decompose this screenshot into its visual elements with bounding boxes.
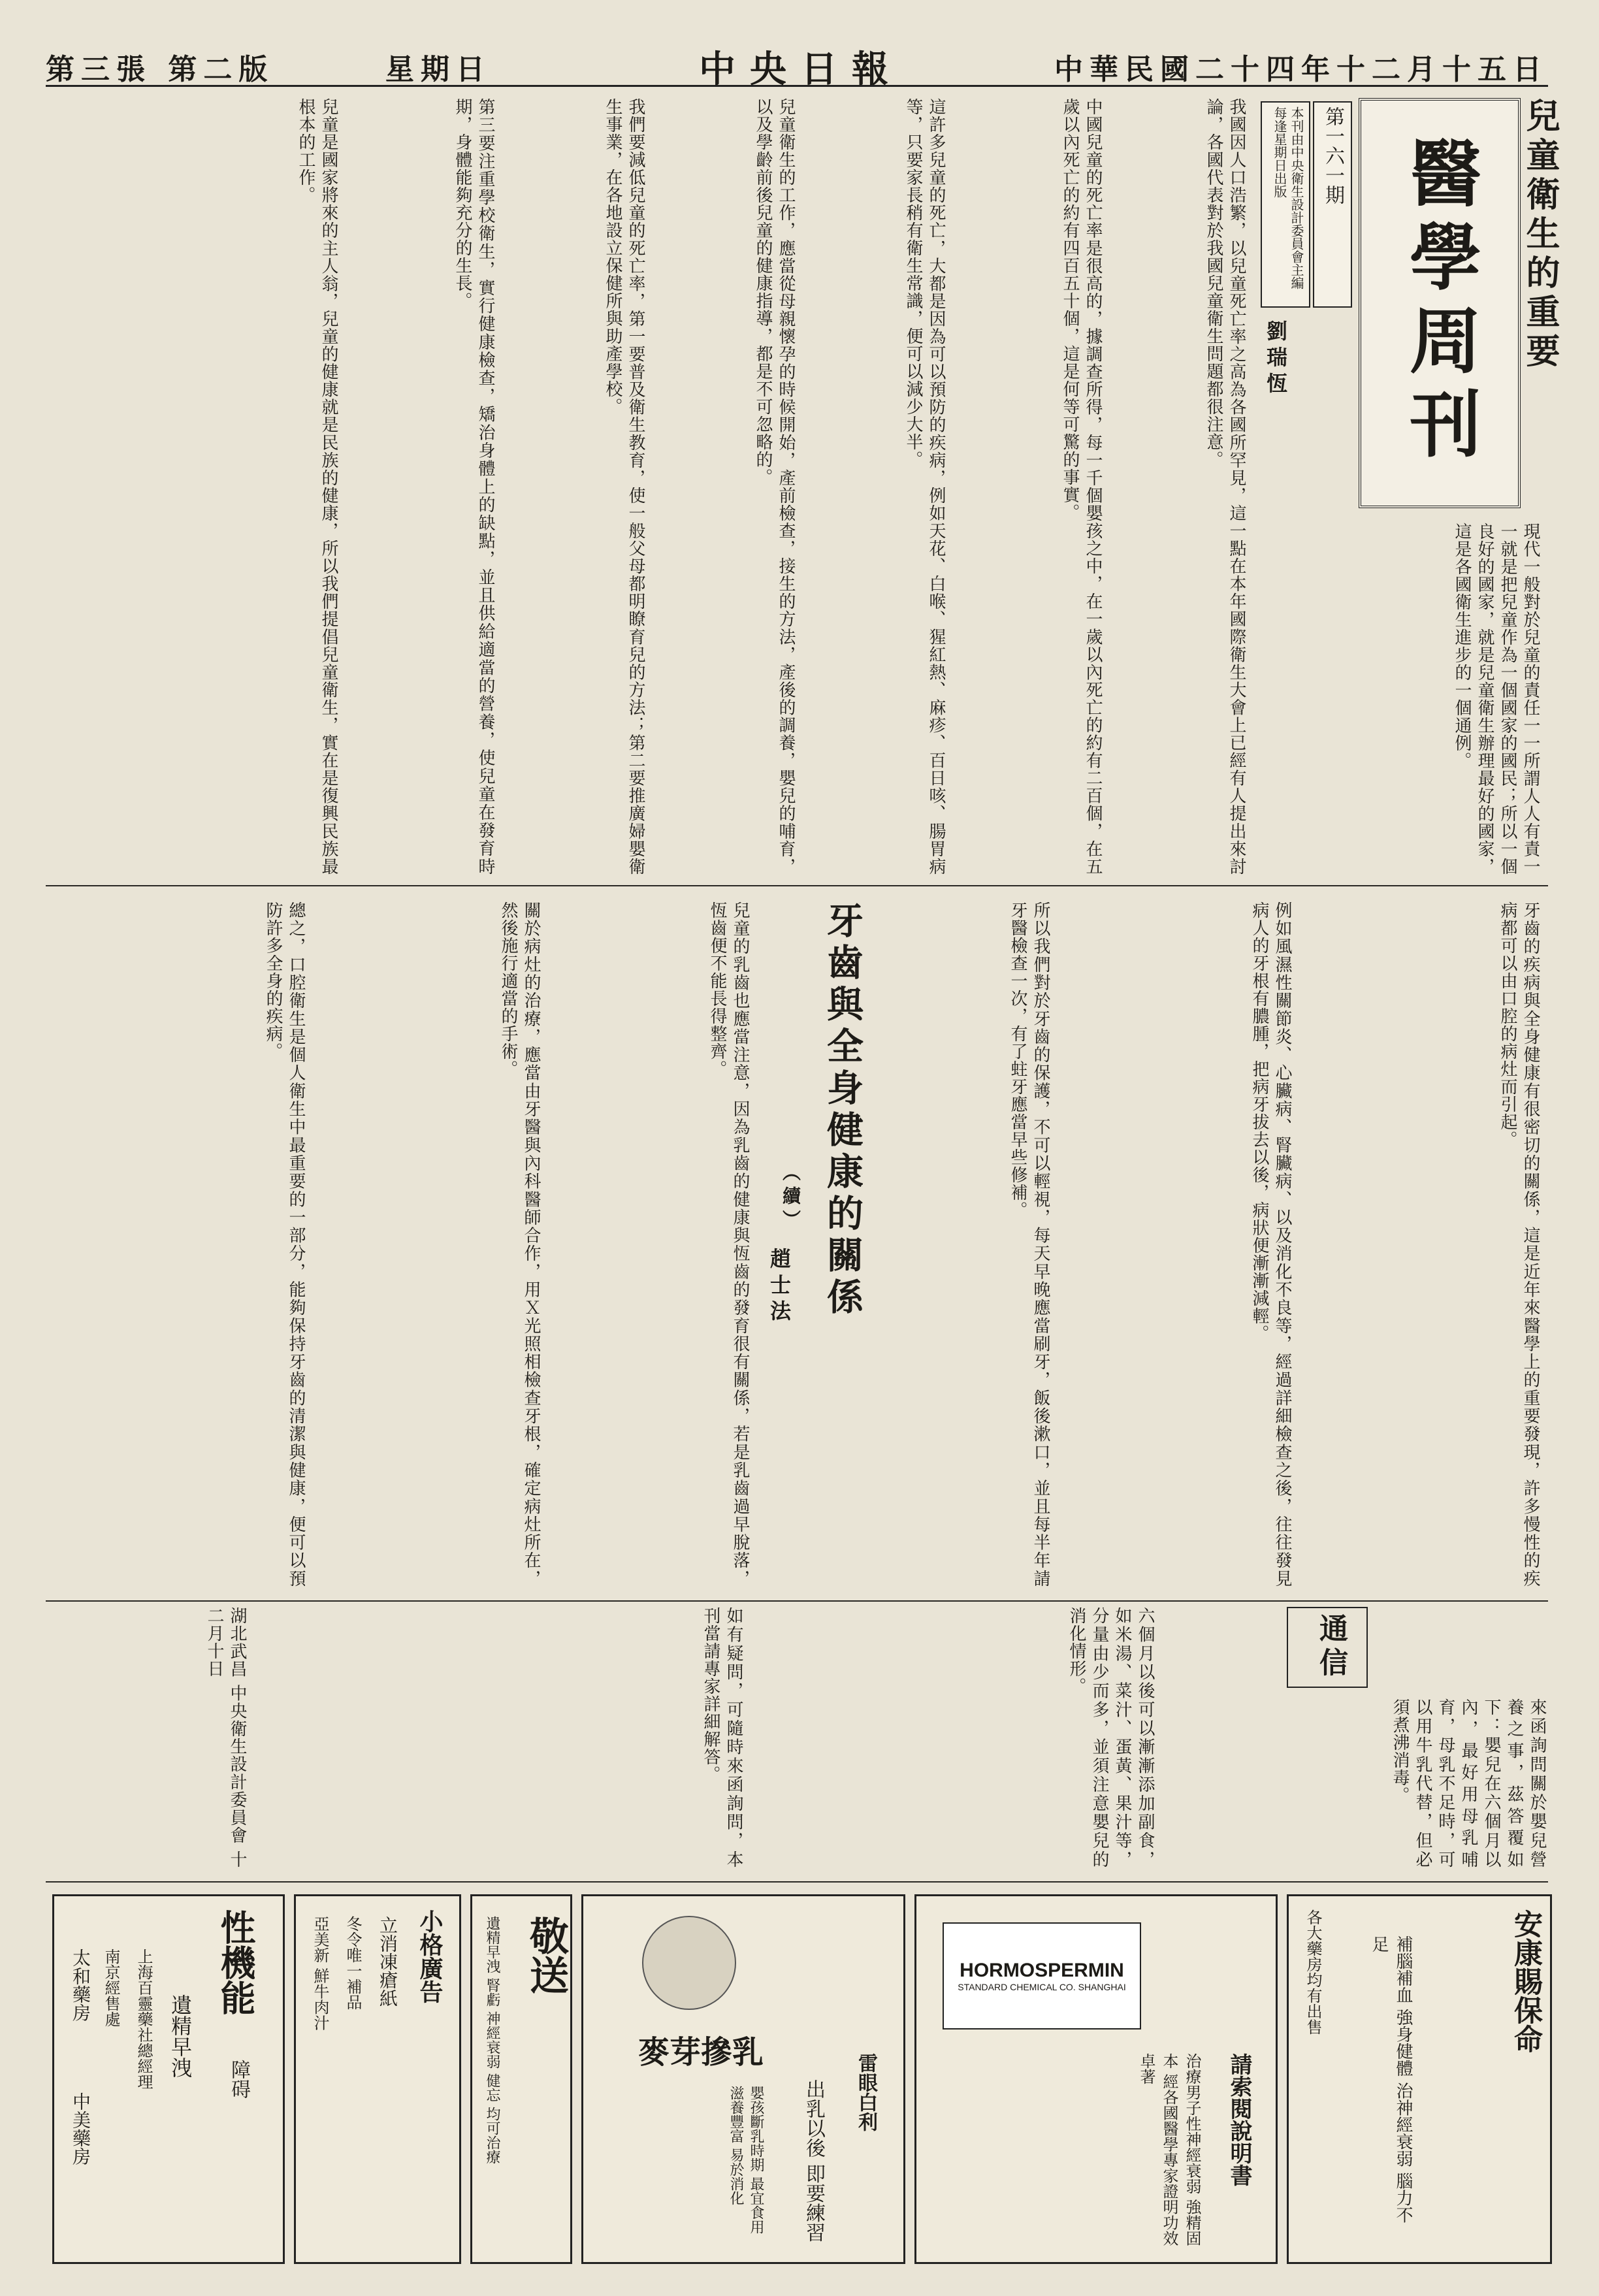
masthead bbox=[46, 39, 1548, 91]
section-title: 醫學周刊 bbox=[1398, 136, 1482, 470]
baby-illustration bbox=[642, 1916, 736, 2010]
correspondence-title: 通信 bbox=[1314, 1613, 1348, 1681]
masthead-date: 中華民國二十四年十二月十五日 bbox=[1054, 53, 1548, 86]
ad-respect-text: 遺精早洩 腎虧 神經衰弱 健忘 均可治療 bbox=[484, 1916, 500, 2164]
ad-milk-brand: 雷眼白利 bbox=[854, 2053, 877, 2131]
ad-sex-title: 性機能 bbox=[215, 1909, 257, 2015]
article1-col: 我國因人口浩繁，以兒童死亡率之高為各國所罕見，這一點在本年國際衛生大會上已經有人提出來討論，各國代表對於我國兒童衛生問題都很注意。 bbox=[1204, 98, 1246, 875]
ad-small-title: 小格廣告 bbox=[416, 1909, 444, 2003]
divider bbox=[46, 1881, 1548, 1883]
divider bbox=[46, 885, 1548, 886]
ad-hormone-label: 請索閱說明書 bbox=[1226, 2053, 1252, 2186]
correspondence-signature: 湖北武昌 中央衛生設計委員會 十二月十日 bbox=[204, 1607, 247, 1868]
ad-milk-slogan: 出乳以後 即要練習 bbox=[802, 2079, 825, 2242]
ad-milk bbox=[581, 1894, 905, 2264]
article2-col: 兒童的乳齒也應當注意，因為乳齒的健康與恆齒的發育很有關係，若是乳齒過早脫落，恆齒便不能長得整齊。 bbox=[707, 901, 750, 1587]
product-box bbox=[943, 1922, 1141, 2029]
ad-medicine-subtitle: 各大藥房均有出售 bbox=[1304, 1909, 1322, 2035]
article2-title: 牙齒與全身健康的關係 bbox=[821, 901, 864, 1319]
newspaper-page bbox=[46, 39, 1560, 2273]
ad-sex-subtitle: 障碍 bbox=[227, 2060, 250, 2099]
article1-col: 現代一般對於兒童的責任一一所謂人人有責一一就是把兒童作為一個國家的國民；所以一個良好的國家，就是兒童衛生辦理最好的國家，這是各國衛生進步的一個通例。 bbox=[1452, 523, 1540, 875]
correspondence-col: 如有疑問，可隨時來函詢問，本刊當請專家詳細解答。 bbox=[701, 1607, 743, 1868]
article2-title-suffix: （續） bbox=[780, 1163, 801, 1233]
correspondence-col: 來函詢問關於嬰兒營養之事，茲答覆如下：嬰兒在六個月以內，最好用母乳哺育，母乳不足時，可以用牛乳代替，但必須煮沸消毒。 bbox=[1390, 1698, 1547, 1868]
article2-author: 趙士法 bbox=[767, 1248, 792, 1326]
article1-author: 劉瑞恆 bbox=[1263, 320, 1288, 398]
section-title-box bbox=[1359, 98, 1521, 508]
ad-small-item: 立消凍瘡紙 bbox=[377, 1916, 398, 2007]
article2-col: 總之，口腔衛生是個人衛生中最重要的一部分，能夠保持牙齒的清潔與健康，便可以預防許多全身的疾病。 bbox=[263, 901, 306, 1587]
issue-number: 第一六一期 bbox=[1313, 101, 1352, 308]
article1-col: 我們要減低兒童的死亡率，第一要普及衛生教育，使一般父母都明瞭育兒的方法；第二要推廣婦嬰衛生事業，在各地設立保健所與助產學校。 bbox=[603, 98, 645, 875]
article2-col: 牙齒的疾病與全身健康有很密切的關係，這是近年來醫學上的重要發現，許多慢性的疾病都可以由口腔的病灶而引起。 bbox=[1498, 901, 1540, 1587]
masthead-edition: 第三張 第二版 bbox=[46, 53, 274, 86]
ad-sex-item: 南京經售處 bbox=[102, 1948, 120, 2027]
product-box-name: HORMOSPERMIN bbox=[960, 1960, 1124, 1981]
article1-col: 第三要注重學校衛生，實行健康檢查，矯治身體上的缺點，並且供給適當的營養，使兒童在發育時期，身體能夠充分的生長。 bbox=[453, 98, 495, 875]
article1-col: 中國兒童的死亡率是很高的，據調查所得，每一千個嬰孩之中，在一歲以內死亡的約有二百個，在五歲以內死亡的約有四百五十個，這是何等可驚的事實。 bbox=[1060, 98, 1103, 875]
correspondence-col: 六個月以後可以漸漸添加副食，如米湯、菜汁、蛋黃、果汁等，分量由少而多，並須注意嬰兒的消化情形。 bbox=[1067, 1607, 1155, 1868]
masthead-paper: 中央日報 bbox=[699, 48, 903, 91]
article1-col: 兒童衛生的工作，應當從母親懷孕的時候開始，產前檢查，接生的方法，產後的調養，嬰兒的哺育，以及學齡前後兒童的健康指導，都是不可忽略的。 bbox=[753, 98, 796, 875]
divider bbox=[46, 1600, 1548, 1602]
ad-small-item: 冬令唯一補品 bbox=[344, 1916, 362, 2010]
product-box-sub: STANDARD CHEMICAL CO. SHANGHAI bbox=[958, 1982, 1126, 1992]
ad-respect bbox=[470, 1894, 572, 2264]
ad-medicine-text: 補腦補血 強身健體 治神經衰弱 腦力不足 bbox=[1369, 1935, 1413, 2223]
article2-col: 例如風濕性關節炎、心臟病、腎臟病、以及消化不良等，經過詳細檢查之後，往往發見病人的牙根有膿腫，把病牙拔去以後，病狀便漸漸減輕。 bbox=[1250, 901, 1292, 1587]
ad-respect-title: 敬送 bbox=[523, 1916, 569, 1994]
ad-small bbox=[294, 1894, 461, 2264]
article1-col: 兒童是國家將來的主人翁，兒童的健康就是民族的健康，所以我們提倡兒童衛生，實在是復興民族最根本的工作。 bbox=[296, 98, 338, 875]
masthead-weekday: 星期日 bbox=[385, 53, 491, 86]
ad-medicine bbox=[1287, 1894, 1552, 2264]
article1-col: 這許多兒童的死亡，大都是因為可以預防的疾病，例如天花、白喉、猩紅熱、麻疹、百日咳、腸胃病等，只要家長稍有衛生常識，便可以減少大半。 bbox=[903, 98, 946, 875]
article1-title: 兒童衛生的重要 bbox=[1520, 98, 1560, 372]
ad-hormone-text: 治療男子性神經衰弱 強精固本 經各國醫學專家證明功效卓著 bbox=[1137, 2053, 1201, 2246]
ad-small-item: 亞美新 鮮牛肉汁 bbox=[311, 1916, 329, 2031]
ad-sex-item: 中美藥房 bbox=[70, 2092, 91, 2165]
ad-hormone bbox=[914, 1894, 1278, 2264]
ad-sex-item: 上海百靈藥社總經理 bbox=[135, 1948, 153, 2090]
ad-sex-medicine bbox=[52, 1894, 285, 2264]
article2-col: 所以我們對於牙齒的保護，不可以輕視，每天早晚應當刷牙，飯後漱口，並且每半年請牙醫檢查一次，有了蛀牙應當早些修補。 bbox=[1008, 901, 1050, 1587]
ad-milk-title: 麥芽摻乳 bbox=[638, 2034, 764, 2071]
ad-sex-item: 太和藥房 bbox=[70, 1948, 91, 2022]
section-note: 本刊由中央衛生設計委員會主編 每逢星期日出版 bbox=[1261, 101, 1310, 308]
ad-sex-item: 遺精早洩 bbox=[168, 1994, 193, 2078]
ad-milk-text: 嬰孩斷乳時期 最宜食用 滋養豐富 易於消化 bbox=[728, 2086, 764, 2234]
ad-medicine-title: 安康賜保命 bbox=[1509, 1909, 1542, 2053]
article2-col: 關於病灶的治療，應當由牙醫與內科醫師合作，用Ｘ光照相檢查牙根，確定病灶所在，然後施行適當的手術。 bbox=[498, 901, 541, 1587]
